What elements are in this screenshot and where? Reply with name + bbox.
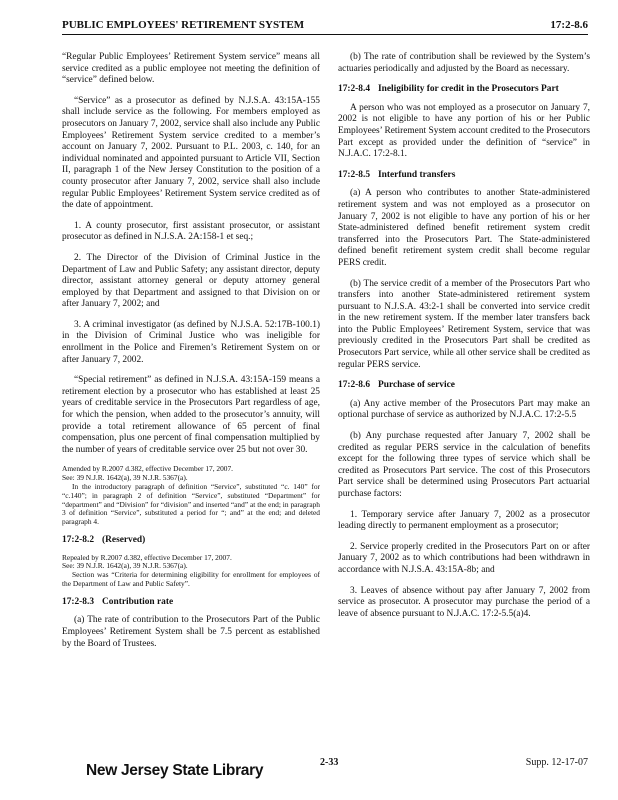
section-8-5-paragraph-b: (b) The service credit of a member of the Prosecutors Part who transfers into another State-administered retirement system pursuant to N.J.S.A. 43:2-1 shall be converted into service credit in the new retirement system. If the member later transfers back into the Public Employees’ Retirement System, service that was previously credited in the Prosecutors Part shall be credited as Prosecutors Part service, while all other service shall be credited as regular PERS service. xyxy=(338,278,590,370)
history-repealed: Repealed by R.2007 d.382, effective December 17, 2007. xyxy=(62,552,232,562)
header-section-ref: 17:2-8.6 xyxy=(550,19,588,31)
service-item-1: 1. A county prosecutor, first assistant prosecutor, or assistant prosecutor as defined in N.J.S.A. 2A:158-1 et seq.; xyxy=(62,220,320,243)
page-number: 2-33 xyxy=(320,757,339,768)
section-number: 17:2-8.2 xyxy=(62,534,95,545)
section-number: 17:2-8.3 xyxy=(62,596,95,607)
running-header xyxy=(62,18,588,35)
right-column xyxy=(338,52,590,629)
header-title: PUBLIC EMPLOYEES' RETIREMENT SYSTEM xyxy=(62,19,305,31)
section-heading-8-2 xyxy=(62,535,320,547)
section-title: Interfund transfers xyxy=(378,169,456,180)
section-number: 17:2-8.5 xyxy=(338,169,371,180)
left-column xyxy=(62,52,320,659)
definition-special-retirement: “Special retirement” as defined in N.J.S.A. 43:15A-159 means a retirement election by a prosecutor who has established at least 25 years of creditable service in the Prosecutors Part regardless of age, for which the pension, when added to the prosecutor’s annuity, will provide a total retirement allowance of 65 percent of final compensation, plus one percent of final compensation multiplied by the number of years of creditable service over 25 but not over 30. xyxy=(62,375,320,455)
section-heading-8-3 xyxy=(62,597,320,609)
section-title: Purchase of service xyxy=(378,380,455,391)
section-number: 17:2-8.6 xyxy=(338,380,371,391)
section-title: (Reserved) xyxy=(102,534,146,545)
section-number: 17:2-8.4 xyxy=(338,84,371,95)
section-8-5-paragraph-a: (a) A person who contributes to another State-administered retirement system and was not employed as a prosecutor on January 7, 2002 is not eligible to have any portion of his or her State-administered defined benefit retirement system credit transferred into the Prosecutors Part. The State-administered defined benefit retirement system credit shall become regular PERS credit. xyxy=(338,188,590,268)
section-8-3-paragraph-b: (b) The rate of contribution shall be reviewed by the System’s actuaries periodically and adjusted by the Board as necessary. xyxy=(338,52,590,74)
page-footer xyxy=(62,754,588,784)
section-title: Contribution rate xyxy=(102,596,174,607)
history-description: Section was “Criteria for determining eligibility for enrollment for employees of the Department of Law and Public Safety”. xyxy=(62,570,320,588)
section-heading-8-4 xyxy=(338,84,590,96)
service-item-2: 2. The Director of the Division of Criminal Justice in the Department of Law and Public Safety; any assistant director, deputy director, assistant attorney general or deputy attorney general employed by that Department and assigned to that Division on or after January 7, 2002; and xyxy=(62,252,320,310)
purchase-item-3: 3. Leaves of absence without pay after January 7, 2002 from service as prosecutor. A prosecutor may purchase the period of a leave of absence pursuant to N.J.A.C. 17:2-5.5(a)4. xyxy=(338,585,590,619)
section-8-3-paragraph-a: (a) The rate of contribution to the Prosecutors Part of the Public Employees’ Retirement System shall be 7.5 percent as established by the Board of Trustees. xyxy=(62,615,320,649)
section-8-6-paragraph-a: (a) Any active member of the Prosecutors Part may make an optional purchase of service as authorized by N.J.A.C. 17:2-5.5 xyxy=(338,398,590,421)
history-see: See: 39 N.J.R. 1642(a), 39 N.J.R. 5367(a). xyxy=(62,561,188,571)
definition-service: “Service” as a prosecutor as defined by N.J.S.A. 43:15A-155 shall include service as the following. For members employed as prosecutors on January 7, 2002, service shall also include any Public Employees’ Retirement System service credited to a member’s account on January 7, 2002. Pursuant to P.L. 2003, c. 140, for an individual nominated and appointed pursuant to Article VII, Section II, paragraph 1 of the New Jersey Constitution to the position of a county prosecutor after January 7, 2002, service shall also include regular Public Employees’ Retirement System service credited as of the date of appointment. xyxy=(62,95,320,211)
history-note-8-2 xyxy=(62,554,320,589)
history-description: In the introductory paragraph of definition “Service”, substituted “c. 140” for “c.140”; in paragraph 2 of definition “Service”, substituted “Department” for “department” and “Division” for “division” and inserted “and” at the end; in paragraph 3 of definition “Service”, substituted a period for “; and” at the end; and deleted paragraph 4. xyxy=(62,482,320,527)
section-8-6-paragraph-b: (b) Any purchase requested after January 7, 2002 shall be credited as regular PERS service in the calculation of benefits except for the following three types of service which shall be credited as Prosecutors Part service. The cost of this Prosecutors Part service shall be determined using Prosecutors Part actuarial purchase factors: xyxy=(338,431,590,499)
purchase-item-1: 1. Temporary service after January 7, 2002 as a prosecutor leading directly to permanent employment as a prosecutor; xyxy=(338,509,590,532)
section-title: Ineligibility for credit in the Prosecutors Part xyxy=(378,84,559,95)
history-see: See: 39 N.J.R. 1642(a), 39 N.J.R. 5367(a). xyxy=(62,473,188,483)
purchase-item-2: 2. Service properly credited in the Prosecutors Part on or after January 7, 2002 as to which contributions had been withdrawn in accordance with N.J.S.A. 43:15A-8b; and xyxy=(338,541,590,575)
section-8-4-paragraph: A person who was not employed as a prosecutor on January 7, 2002 is not eligible to have any portion of his or her Public Employees’ Retirement System account credited to the Prosecutors Part except as provided under the definition of “service” in N.J.A.C. 17:2-8.1. xyxy=(338,102,590,160)
history-note-8-1 xyxy=(62,465,320,527)
supplement-date: Supp. 12-17-07 xyxy=(525,757,588,768)
service-item-3: 3. A criminal investigator (as defined by N.J.S.A. 52:17B-100.1) in the Division of Criminal Justice who was ineligible for enrollment in the Police and Firemen’s Retirement System on or after January 7, 2002. xyxy=(62,319,320,365)
definition-regular-service: “Regular Public Employees’ Retirement System service” means all service credited as a public employee not meeting the definition of “service” defined below. xyxy=(62,52,320,86)
section-heading-8-6 xyxy=(338,380,590,392)
section-heading-8-5 xyxy=(338,170,590,182)
library-watermark: New Jersey State Library xyxy=(86,762,264,779)
history-amended: Amended by R.2007 d.382, effective December 17, 2007. xyxy=(62,464,234,474)
